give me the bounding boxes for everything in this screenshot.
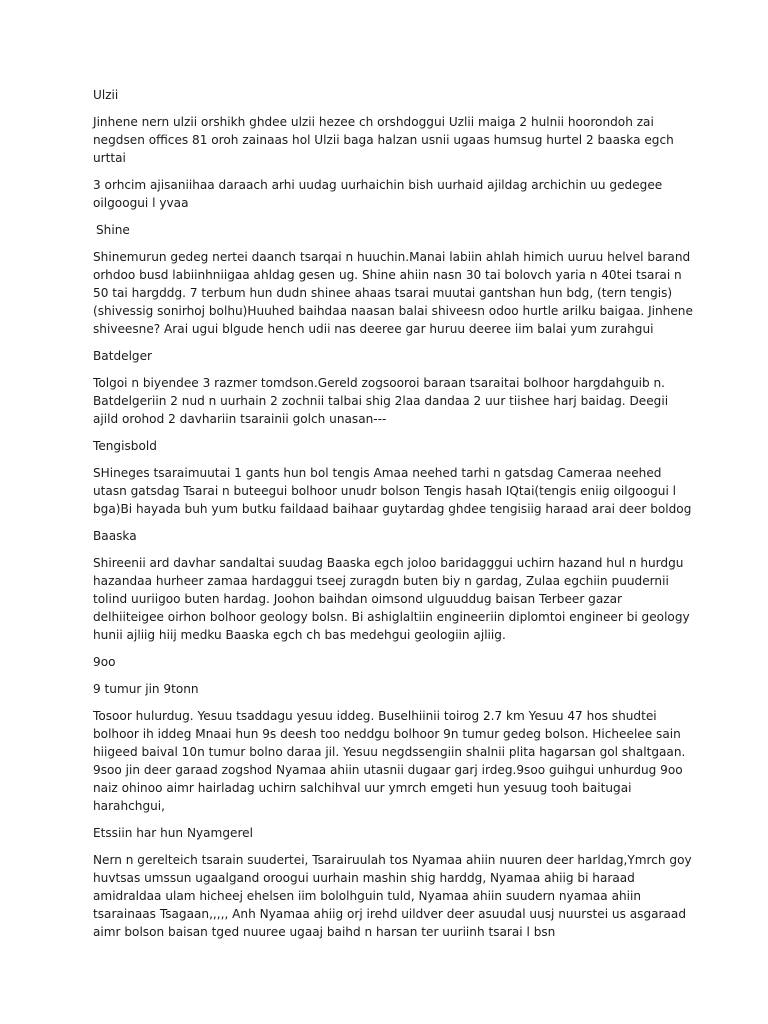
heading-9-tumur: 9 tumur jin 9tonn — [93, 682, 199, 696]
paragraph-9oo: Tosoor hulurdug. Yesuu tsaddagu yesuu iddeg. Buselhiinii toirog 2.7 km Yesuu 47 hos shudtei bolhoor ih iddeg Mnaai hun 9s deesh too neddgu bolhoor 9n tumur gedeg bolson. Hicheelee sain hiigeed baival 10n tumur bolno daraa jil. Yesuu negdssengiin shalnii plita hagarsan gol shaltgaan. 9soo jin deer garaad zogshod Nyamaa ahiin utasnii dugaar garj irdeg.9soo guihgui unhurdug 9oo naiz ohinoo aimr hairladag uchirn salchihval uur ymrch emgeti hun yesuug tooh baitugai harahchgui, — [93, 709, 686, 813]
heading-nyamgerel: Etssiin har hun Nyamgerel — [93, 826, 253, 840]
paragraph-ulzii-1: Jinhene nern ulzii orshikh ghdee ulzii hezee ch orshdoggui Uzlii maiga 2 hulnii hoorondoh zai negdsen offices 81 oroh zainaas hol Ulzii baga halzan usnii ugaas humsug hurtel 2 baaska egch urttai — [93, 115, 674, 165]
heading-ulzii: Ulzii — [93, 88, 119, 102]
paragraph-nyamgerel: Nern n gerelteich tsarain suudertei, Tsarairuulah tos Nyamaa ahiin nuuren deer harldag,Ymrch goy huvtsas umssun ugaalgand oroogui uurhain mashin shig harddg, Nyamaa ahiig bi haraad amidraldaa ulam hicheej ehelsen iim bololhguin tuld, Nyamaa ahiin suudern nyamaa ahiin tsarainaas Tsagaan,,,,, Anh Nyamaa ahiig orj irehd uildver deer asuudal uusj nuurstei us asgaraad aimr bolson baisan tged nuuree ugaaj baihd n harsan ter uuriinh tsarai l bsn — [93, 853, 692, 939]
paragraph-batdelger: Tolgoi n biyendee 3 razmer tomdson.Gereld zogsooroi baraan tsaraitai bolhoor hargdahguib n. Batdelgeriin 2 nud n uurhain 2 zochnii talbai shig 2laa dandaa 2 uur tiishee harj baidag. Deegii ajild orohod 2 davhariin tsarainii golch unasan--- — [93, 376, 669, 426]
paragraph-baaska: Shireenii ard davhar sandaltai suudag Baaska egch joloo baridagggui uchirn hazand hul n hurdgu hazandaa hurheer zamaa hardaggui tseej zuragdn buten biy n gardag, Zulaa egchiin puudernii tolind uuriigoo buten hardag. Joohon baihdan oimsond ulguuddug baisan Terbeer gazar delhiiteigee oirhon bolhoor geology bolsn. Bi ashiglaltiin engineeriin diplomtoi engineer bi geology hunii ajliig hiij medku Baaska egch ch bas medehgui geologiin ajliig. — [93, 556, 690, 642]
paragraph-tengisbold: SHineges tsaraimuutai 1 gants hun bol tengis Amaa neehed tarhi n gatsdag Cameraa neehed utasn gatsdag Tsarai n buteegui bolhoor unudr bolson Tengis hasah IQtai(tengis eniig oilgoogui l bga)Bi hayada buh yum butku faildaad baihaar guytardag ghdee tengisiig haraad arai deer boldog — [93, 466, 692, 516]
heading-batdelger: Batdelger — [93, 349, 153, 363]
document-page — [93, 86, 693, 950]
heading-tengisbold: Tengisbold — [93, 439, 157, 453]
heading-shine: Shine — [96, 223, 130, 237]
paragraph-ulzii-2: 3 orhcim ajisaniihaa daraach arhi uudag uurhaichin bish uurhaid ajildag archichin uu gedegee oilgoogui l yvaa — [93, 178, 663, 210]
heading-9oo: 9oo — [93, 655, 116, 669]
paragraph-shine: Shinemurun gedeg nertei daanch tsarqai n huuchin.Manai labiin ahlah himich uuruu helvel barand orhdoo busd labiinhniigaa ahldag gesen ug. Shine ahiin nasn 30 tai bolovch yaria n 40tei tsarai n 50 tai hargddg. 7 terbum hun dudn shinee ahaas tsarai muutai gantshan hun bdg, (tern tengis) (shivessig sonirhoj bolhu)Huuhed baihdaa naasan balai shiveesn odoo hurtle arilku baigaa. Jinhene shiveesne? Arai ugui blgude hench udii nas deeree gar huruu deeree iim balai yum zurahgui — [93, 250, 693, 336]
heading-baaska: Baaska — [93, 529, 137, 543]
